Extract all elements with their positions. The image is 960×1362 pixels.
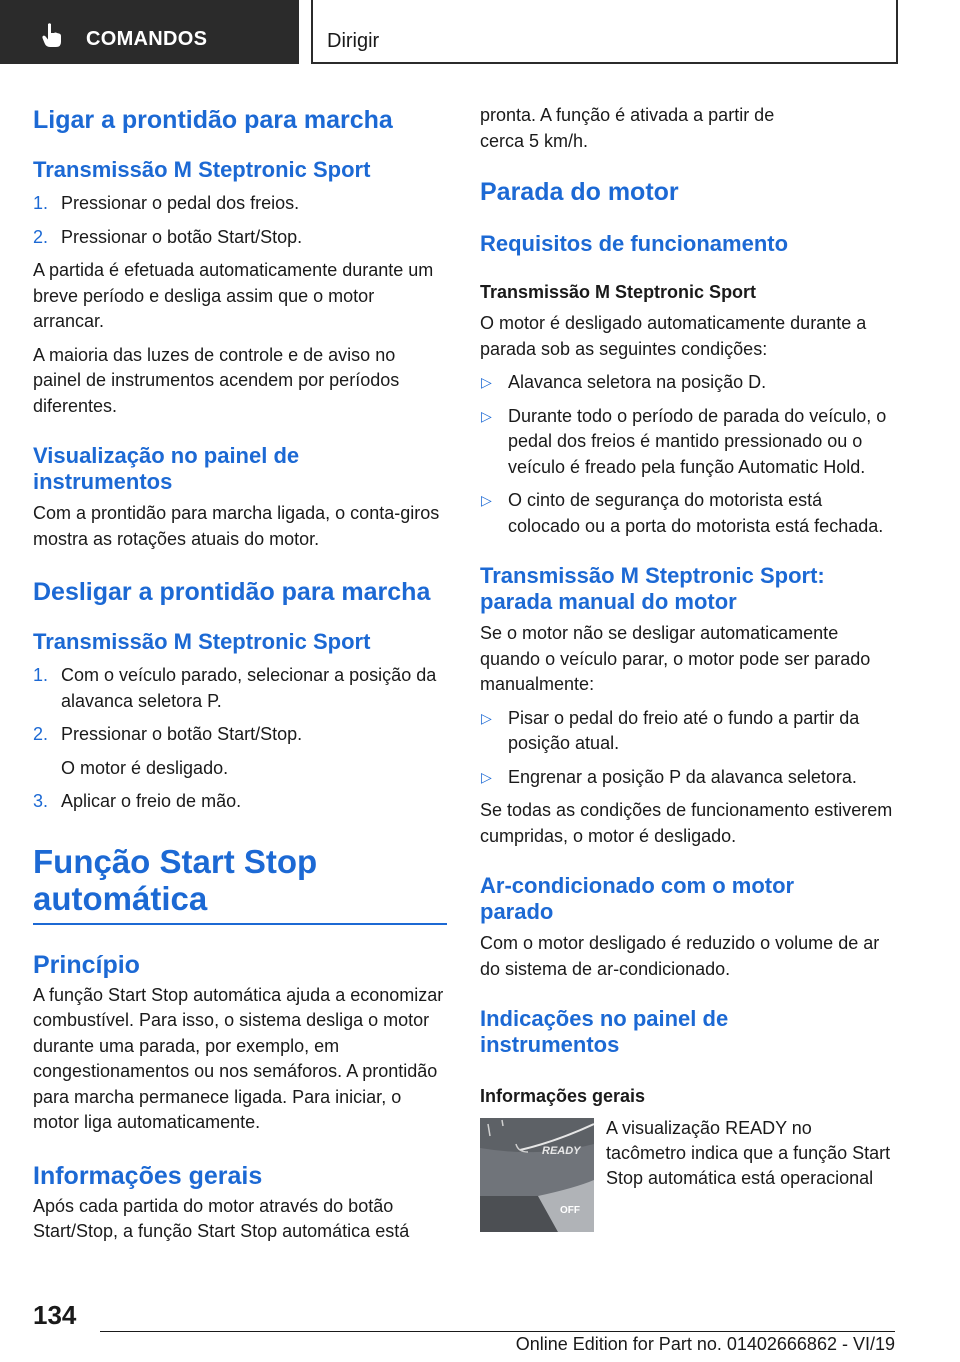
heading-informacoes: Informações gerais <box>33 1161 263 1190</box>
paragraph-continuacao: pronta. A função é ativada a partir de cerca 5 km/h. <box>480 105 775 151</box>
paragraph-visualizacao: Com a prontidão para marcha ligada, o conta-giros mostra as rotações atuais do motor. <box>33 503 440 549</box>
header-tab-bar <box>0 0 960 66</box>
tab-left-label: COMANDOS <box>86 28 208 50</box>
step-text: Pressionar o botão Start/Stop. <box>61 226 303 247</box>
paragraph-principio: A função Start Stop automática ajuda a economizar combustível. Para isso, o sistema desliga o motor durante uma parada, por exemplo, em congestionamentos ou nos semáforos. A prontidão para marcha permanece ligada. Para iniciar, o motor liga automaticamente. <box>33 984 444 1132</box>
step-text: Com o veículo parado, selecionar a posição da alavanca seletora P. <box>61 665 437 711</box>
step-result: O motor é desligado. <box>61 757 229 778</box>
heading-ar-condicionado: Ar-condicionado com o motor parado <box>480 873 795 924</box>
triangle-right-icon: ▷ <box>481 709 492 726</box>
step-number: 1. <box>33 665 49 685</box>
condition-item <box>480 488 894 539</box>
condition-text: Durante todo o período de parada do veículo, o pedal dos freios é mantido pressionado ou o veículo é freado pela função Automatic Hold. <box>508 405 887 477</box>
footer-edition: Online Edition for Part no. 01402666862 - VI/19 <box>515 1334 895 1354</box>
pointing-hand-icon <box>40 22 64 48</box>
heading-indicacoes: Indicações no painel de instrumentos <box>480 1006 729 1057</box>
triangle-right-icon: ▷ <box>481 492 492 508</box>
step-item <box>33 225 447 251</box>
heading-ligar: Ligar a prontidão para marcha <box>33 106 393 134</box>
step-item <box>33 191 447 217</box>
condition-text: O cinto de segurança do motorista está colocado ou a porta do motorista está fechada. <box>508 490 884 536</box>
triangle-right-icon: ▷ <box>481 407 492 424</box>
manual-step-item <box>480 706 894 757</box>
step-item <box>33 789 447 815</box>
paragraph-todas: Se todas as condições de funcionamento estiverem cumpridas, o motor é desligado. <box>480 800 893 846</box>
step-text: Pressionar o botão Start/Stop. <box>61 724 303 744</box>
right-column <box>480 100 894 1234</box>
ready-info-row <box>480 1116 894 1234</box>
step-number: 1. <box>33 193 49 213</box>
page-number: 134 <box>33 1300 77 1330</box>
heading-requisitos: Requisitos de funcionamento <box>480 231 789 256</box>
heading-funcao: Função Start Stop automática <box>33 842 318 917</box>
step-number: 2. <box>33 226 49 247</box>
paragraph-partida: A partida é efetuada automaticamente durante um breve período e desliga assim que o motor arrancar. <box>33 260 434 331</box>
paragraph-ready: A visualização READY no tacômetro indica que a função Start Stop automática está operacional <box>606 1118 891 1188</box>
triangle-right-icon: ▷ <box>481 768 492 785</box>
paragraph-ar: Com o motor desligado é reduzido o volume de ar do sistema de ar-condicionado. <box>480 933 880 979</box>
ready-label: READY <box>542 1145 581 1157</box>
manual-step-text: Engrenar a posição P da alavanca seletora. <box>508 766 857 787</box>
heading-transmissao-2: Transmissão M Steptronic Sport <box>33 629 371 654</box>
left-column <box>33 100 447 1245</box>
footer-divider <box>100 1331 895 1332</box>
paragraph-requisitos: O motor é desligado automaticamente durante a parada sob as seguintes condições: <box>480 313 867 359</box>
heading-parada: Parada do motor <box>480 178 679 206</box>
tab-right-label: Dirigir <box>327 30 380 52</box>
dashboard-ready-image <box>480 1118 594 1232</box>
step-item <box>33 722 447 748</box>
manual-step-text: Pisar o pedal do freio até o fundo a partir da posição atual. <box>508 707 860 753</box>
step-number: 3. <box>33 791 49 811</box>
tachometer-graphic <box>480 1118 594 1232</box>
heading-principio: Princípio <box>33 950 140 979</box>
section-heading-funcao <box>33 843 447 925</box>
heading-informacoes-gerais: Informações gerais <box>480 1086 646 1106</box>
step-text: Aplicar o freio de mão. <box>61 791 242 811</box>
tab-comandos[interactable] <box>0 0 299 64</box>
condition-text: Alavanca seletora na posição D. <box>508 372 767 392</box>
heading-transmissao-1: Transmissão M Steptronic Sport <box>33 157 371 182</box>
heading-transmissao-sub: Transmissão M Steptronic Sport <box>480 282 757 302</box>
condition-item <box>480 404 894 481</box>
paragraph-informacoes: Após cada partida do motor através do botão Start/Stop, a função Start Stop automática está <box>33 1195 410 1241</box>
triangle-right-icon: ▷ <box>481 374 492 390</box>
step-number: 2. <box>33 724 49 744</box>
heading-desligar: Desligar a prontidão para marcha <box>33 578 431 606</box>
step-item <box>33 663 447 714</box>
heading-visualizacao: Visualização no painel de instrumentos <box>33 443 300 494</box>
condition-item <box>480 370 894 396</box>
off-label: OFF <box>560 1205 580 1216</box>
tab-dirigir[interactable] <box>311 0 898 64</box>
heading-parada-manual: Transmissão M Steptronic Sport: parada manual do motor <box>480 563 825 614</box>
manual-step-item <box>480 765 894 791</box>
step-text: Pressionar o pedal dos freios. <box>61 193 300 213</box>
paragraph-maioria: A maioria das luzes de controle e de aviso no painel de instrumentos acendem por períodos diferentes. <box>33 344 400 416</box>
paragraph-manual: Se o motor não se desligar automaticamente quando o veículo parar, o motor pode ser parado manualmente: <box>480 623 871 694</box>
